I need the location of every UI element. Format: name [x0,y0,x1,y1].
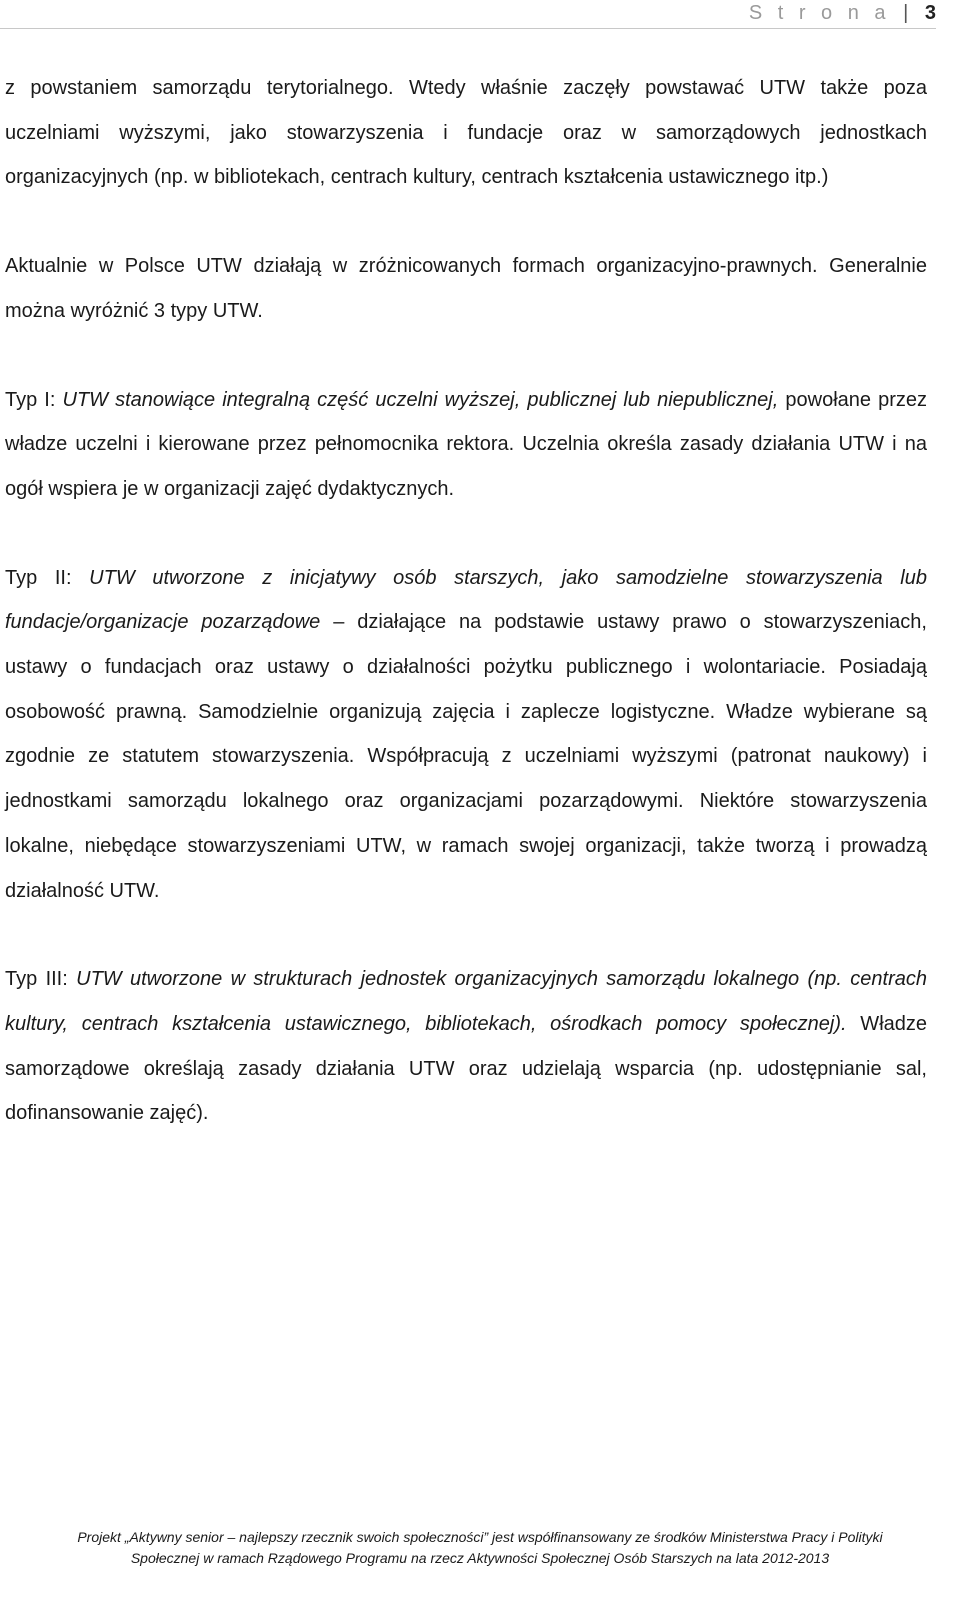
page-number-label [749,1,936,25]
page-footer [0,1527,960,1569]
type-2-definition: UTW utworzone z inicjatywy osób starszych, jako samodzielne stowarzyszenia lub fundacje/organizacje pozarządowe [5,566,927,634]
type-3-definition: UTW utworzone w strukturach jednostek organizacyjnych samorządu lokalnego (np. centrach kultury, centrach kształcenia ustawicznego, bibliotekach, ośrodkach pomocy społecznej). [5,968,928,1035]
type-1-description: powołane przez władze uczelni i kierowane przez pełnomocnika rektora. Uczelnia określa zasady działania UTW i na ogół wspiera je w organizacji zajęć dydaktycznych. [5,388,927,500]
paragraph-type-1 [5,378,927,512]
type-2-label: Typ II: [5,566,90,589]
page-number: 3 [924,2,936,24]
type-1-definition: UTW stanowiące integralną część uczelni wyższej, publicznej lub niepublicznej, [62,388,779,411]
paragraph-type-3 [5,957,927,1136]
type-1-label: Typ I: [5,388,63,411]
header-divider [0,28,936,29]
page-header [0,0,960,30]
paragraph-intro: z powstaniem samorządu terytorialnego. Wtedy właśnie zaczęły powstawać UTW także poza uczelniami wyższymi, jako stowarzyszenia i fundacje oraz w samorządowych jednostkach organizacyjnych (np. w bibliotekach, centrach kultury, centrach kształcenia ustawicznego itp.) [5,77,927,189]
document-body [5,66,927,1136]
paragraph-types-overview: Aktualnie w Polsce UTW działają w zróżnicowanych formach organizacyjno-prawnych. Generalnie można wyróżnić 3 typy UTW. [5,255,927,322]
footer-line-1: Projekt „Aktywny senior – najlepszy rzecznik swoich społeczności” jest współfinansowany ze środków Ministerstwa Pracy i Polityki [77,1529,883,1545]
page-label: S t r o n a [748,2,891,24]
type-2-description: – działające na podstawie ustawy prawo o stowarzyszeniach, ustawy o fundacjach oraz ustawy o działalności pożytku publicznego i wolontariacie. Posiadają osobowość prawną. Samodzielnie organizują zajęcia i zaplecze logistyczne. Władze wybierane są zgodnie ze statutem stowarzyszenia. Współpracują z uczelniami wyższymi (patronat naukowy) i jednostkami samorządu lokalnego oraz organizacjami pozarządowymi. Niektóre stowarzyszenia lokalne, niebędące stowarzyszeniami UTW, w ramach swojej organizacji, także tworzą i prowadzą działalność UTW. [5,611,927,902]
paragraph-type-2 [5,556,927,914]
page-separator: | [903,2,909,24]
type-3-description: Władze samorządowe określają zasady działania UTW oraz udzielają wsparcia (np. udostępnianie sal, dofinansowanie zajęć). [5,1012,927,1125]
footer-line-2: Społecznej w ramach Rządowego Programu na rzecz Aktywności Społecznej Osób Starszych na lata 2012-2013 [130,1550,830,1566]
type-3-label: Typ III: [5,968,77,991]
